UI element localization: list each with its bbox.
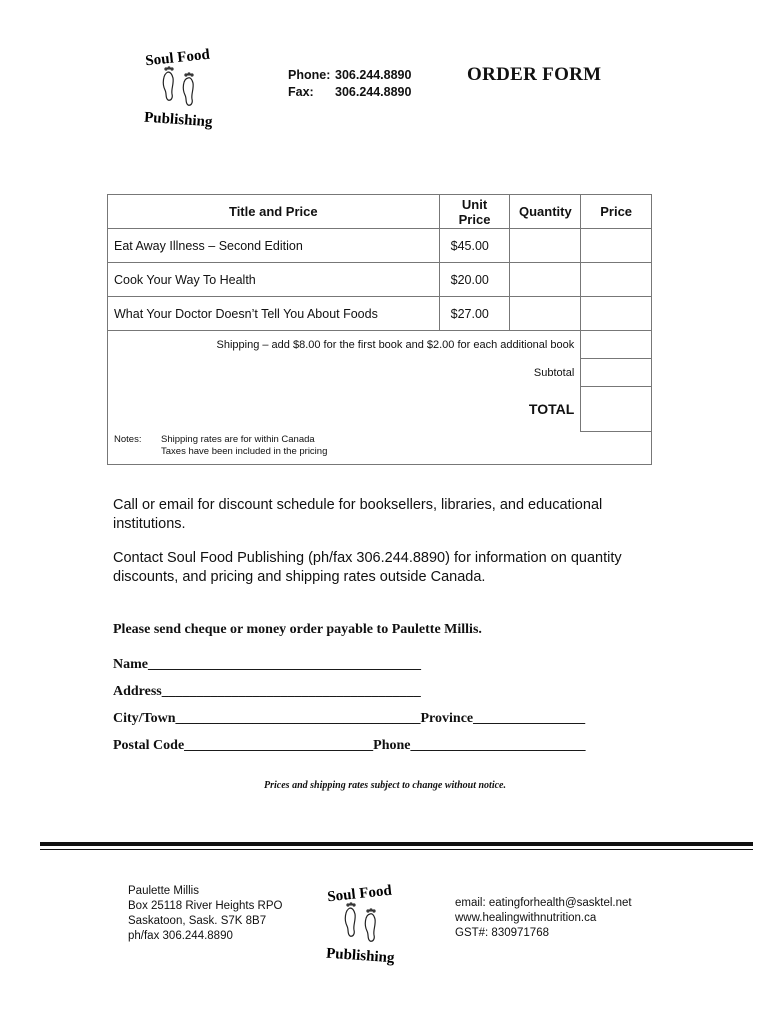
footer-contact-name: Paulette Millis [128,885,199,897]
note-taxes: Taxes have been included in the pricing [161,446,328,457]
subtotal-row [108,359,652,387]
footer-phone: ph/fax 306.244.8890 [128,930,233,942]
total-row [108,387,652,432]
postal-phone-field[interactable]: Postal Code___________________________Phone_________________________ [113,738,586,753]
shipping-text: Shipping – add $8.00 for the first book and $2.00 for each additional book [108,331,581,359]
table-row [108,297,652,331]
page-title: ORDER FORM [467,64,602,85]
footprints-icon [130,42,230,132]
quantity-cell[interactable] [510,297,581,331]
discount-paragraph: Call or email for discount schedule for booksellers, libraries, and educational institutions. [113,497,603,532]
table-row [108,229,652,263]
book-title: Eat Away Illness – Second Edition [108,229,440,263]
footer-gst: GST#: 830971768 [455,927,549,939]
unit-price: $20.00 [439,263,510,297]
note-shipping: Shipping rates are for within Canada [161,434,315,445]
total-label: TOTAL [108,387,581,432]
price-cell[interactable] [581,229,652,263]
col-price: Price [581,195,652,229]
footprints-icon [312,878,412,968]
name-field[interactable]: Name_______________________________________ [113,657,421,672]
price-cell[interactable] [581,263,652,297]
col-quantity: Quantity [510,195,581,229]
col-unit-price: Unit Price [439,195,510,229]
shipping-amount-cell[interactable] [581,331,652,359]
order-table [107,194,652,465]
total-cell[interactable] [581,387,652,432]
payable-instruction: Please send cheque or money order payable to Paulette Millis. [113,622,482,637]
footer-city: Saskatoon, Sask. S7K 8B7 [128,915,267,927]
svg-text:Publishing: Publishing [143,109,213,131]
footer-online-contact [455,896,632,941]
footer-divider [40,842,753,846]
subtotal-cell[interactable] [581,359,652,387]
table-header-row [108,195,652,229]
book-title: What Your Doctor Doesn’t Tell You About Foods [108,297,440,331]
footer-email[interactable]: email: eatingforhealth@sasktel.net [455,897,632,909]
footer-po-box: Box 25118 River Heights RPO [128,900,283,912]
notes-label: Notes: [114,434,142,445]
book-title: Cook Your Way To Health [108,263,440,297]
phone-number: 306.244.8890 [335,68,412,82]
fax-number: 306.244.8890 [335,85,412,99]
shipping-row [108,331,652,359]
city-province-field[interactable]: City/Town___________________________________Province________________ [113,711,586,726]
footer-logo [312,878,412,968]
phone-label: Phone: [288,68,331,82]
quantity-cell[interactable] [510,229,581,263]
footer-address [128,884,282,944]
svg-text:Publishing: Publishing [325,945,395,967]
quantity-cell[interactable] [510,263,581,297]
contact-paragraph: Contact Soul Food Publishing (ph/fax 306.244.8890) for information on quantity discounts, and pricing and shipping rates outside Canada. [113,550,622,585]
notes-row [108,432,652,465]
notes [108,432,652,465]
unit-price: $27.00 [439,297,510,331]
svg-text:Soul Food: Soul Food [144,46,211,70]
price-cell[interactable] [581,297,652,331]
table-row [108,263,652,297]
subtotal-label: Subtotal [108,359,581,387]
footer-divider-thin [40,849,753,850]
svg-text:Soul Food: Soul Food [326,882,393,906]
unit-price: $45.00 [439,229,510,263]
col-title-and-price: Title and Price [108,195,440,229]
footer-website[interactable]: www.healingwithnutrition.ca [455,912,597,924]
contact-info [288,67,411,101]
soul-food-publishing-logo [130,42,230,132]
address-field[interactable]: Address_____________________________________ [113,684,421,699]
fax-label: Fax: [288,85,314,99]
price-disclaimer: Prices and shipping rates subject to change without notice. [264,780,506,791]
